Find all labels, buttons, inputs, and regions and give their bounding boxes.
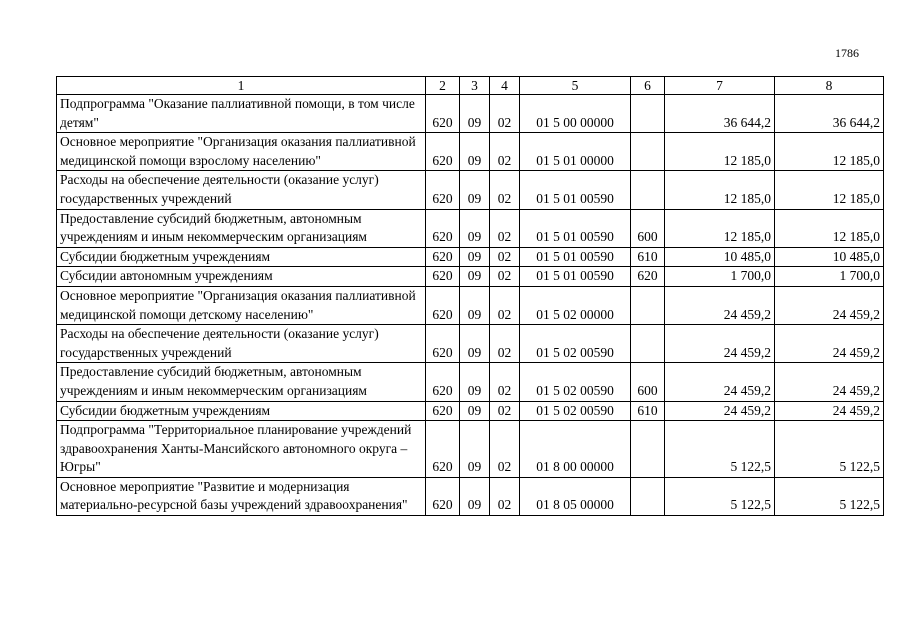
admin-code-cell: 620 [426,95,460,133]
expense-type-cell [631,171,665,209]
column-header: 1 [57,77,426,95]
amount-cell: 5 122,5 [665,477,775,515]
admin-code-cell: 620 [426,247,460,267]
amount-cell: 10 485,0 [665,247,775,267]
admin-code-cell: 620 [426,133,460,171]
column-header: 6 [631,77,665,95]
expense-type-cell: 610 [631,247,665,267]
subsection-cell: 02 [490,363,520,401]
expense-type-cell [631,95,665,133]
table-row [57,247,884,267]
amount-cell: 10 485,0 [775,247,884,267]
table-row [57,363,884,401]
table-row [57,325,884,363]
expense-type-cell: 600 [631,209,665,247]
section-cell: 09 [460,209,490,247]
target-article-cell: 01 5 01 00590 [520,171,631,209]
admin-code-cell: 620 [426,477,460,515]
column-header: 7 [665,77,775,95]
expense-type-cell [631,477,665,515]
row-name-cell: Субсидии бюджетным учреждениям [57,401,426,421]
amount-cell: 1 700,0 [775,267,884,287]
row-name-cell: Подпрограмма "Оказание паллиативной помощи, в том числе детям" [57,95,426,133]
budget-table [56,76,884,516]
admin-code-cell: 620 [426,267,460,287]
admin-code-cell: 620 [426,401,460,421]
amount-cell: 12 185,0 [665,171,775,209]
section-cell: 09 [460,401,490,421]
subsection-cell: 02 [490,421,520,478]
row-name-cell: Расходы на обеспечение деятельности (оказание услуг) государственных учреждений [57,171,426,209]
amount-cell: 12 185,0 [775,209,884,247]
subsection-cell: 02 [490,267,520,287]
row-name-cell: Расходы на обеспечение деятельности (оказание услуг) государственных учреждений [57,325,426,363]
column-header: 8 [775,77,884,95]
section-cell: 09 [460,286,490,324]
table-row [57,171,884,209]
amount-cell: 24 459,2 [775,286,884,324]
amount-cell: 24 459,2 [665,363,775,401]
row-name-cell: Основное мероприятие "Развитие и модернизация материально-ресурсной базы учреждений здравоохранения" [57,477,426,515]
column-header: 4 [490,77,520,95]
subsection-cell: 02 [490,171,520,209]
target-article-cell: 01 8 00 00000 [520,421,631,478]
amount-cell: 12 185,0 [665,133,775,171]
section-cell: 09 [460,267,490,287]
table-row [57,286,884,324]
section-cell: 09 [460,95,490,133]
row-name-cell: Предоставление субсидий бюджетным, автономным учреждениям и иным некоммерческим организациям [57,363,426,401]
target-article-cell: 01 5 00 00000 [520,95,631,133]
expense-type-cell [631,421,665,478]
row-name-cell: Предоставление субсидий бюджетным, автономным учреждениям и иным некоммерческим организациям [57,209,426,247]
table-row [57,133,884,171]
table-row [57,95,884,133]
row-name-cell: Основное мероприятие "Организация оказания паллиативной медицинской помощи детскому населению" [57,286,426,324]
table-row [57,401,884,421]
admin-code-cell: 620 [426,363,460,401]
admin-code-cell: 620 [426,171,460,209]
row-name-cell: Субсидии бюджетным учреждениям [57,247,426,267]
column-header: 2 [426,77,460,95]
subsection-cell: 02 [490,209,520,247]
target-article-cell: 01 5 02 00590 [520,401,631,421]
section-cell: 09 [460,133,490,171]
row-name-cell: Подпрограмма "Территориальное планирование учреждений здравоохранения Ханты-Мансийского автономного округа – Югры" [57,421,426,478]
amount-cell: 1 700,0 [665,267,775,287]
expense-type-cell: 600 [631,363,665,401]
section-cell: 09 [460,325,490,363]
target-article-cell: 01 5 01 00590 [520,267,631,287]
target-article-cell: 01 5 02 00590 [520,363,631,401]
subsection-cell: 02 [490,133,520,171]
target-article-cell: 01 8 05 00000 [520,477,631,515]
admin-code-cell: 620 [426,325,460,363]
amount-cell: 24 459,2 [775,363,884,401]
admin-code-cell: 620 [426,286,460,324]
admin-code-cell: 620 [426,209,460,247]
expense-type-cell [631,286,665,324]
expense-type-cell [631,133,665,171]
target-article-cell: 01 5 01 00590 [520,209,631,247]
amount-cell: 24 459,2 [665,286,775,324]
header-row [57,77,884,95]
column-header: 3 [460,77,490,95]
subsection-cell: 02 [490,401,520,421]
section-cell: 09 [460,477,490,515]
subsection-cell: 02 [490,286,520,324]
amount-cell: 12 185,0 [665,209,775,247]
section-cell: 09 [460,247,490,267]
subsection-cell: 02 [490,247,520,267]
row-name-cell: Субсидии автономным учреждениям [57,267,426,287]
amount-cell: 24 459,2 [775,325,884,363]
target-article-cell: 01 5 02 00590 [520,325,631,363]
expense-type-cell [631,325,665,363]
target-article-cell: 01 5 02 00000 [520,286,631,324]
table-row [57,477,884,515]
amount-cell: 5 122,5 [665,421,775,478]
subsection-cell: 02 [490,95,520,133]
expense-type-cell: 620 [631,267,665,287]
page-number: 1786 [835,46,859,60]
amount-cell: 5 122,5 [775,421,884,478]
amount-cell: 36 644,2 [775,95,884,133]
amount-cell: 24 459,2 [665,401,775,421]
target-article-cell: 01 5 01 00000 [520,133,631,171]
target-article-cell: 01 5 01 00590 [520,247,631,267]
amount-cell: 24 459,2 [665,325,775,363]
section-cell: 09 [460,363,490,401]
row-name-cell: Основное мероприятие "Организация оказания паллиативной медицинской помощи взрослому населению" [57,133,426,171]
expense-type-cell: 610 [631,401,665,421]
amount-cell: 12 185,0 [775,133,884,171]
column-header: 5 [520,77,631,95]
subsection-cell: 02 [490,477,520,515]
amount-cell: 24 459,2 [775,401,884,421]
admin-code-cell: 620 [426,421,460,478]
section-cell: 09 [460,421,490,478]
table-row [57,209,884,247]
subsection-cell: 02 [490,325,520,363]
amount-cell: 5 122,5 [775,477,884,515]
amount-cell: 36 644,2 [665,95,775,133]
table-row [57,267,884,287]
table-row [57,421,884,478]
amount-cell: 12 185,0 [775,171,884,209]
section-cell: 09 [460,171,490,209]
